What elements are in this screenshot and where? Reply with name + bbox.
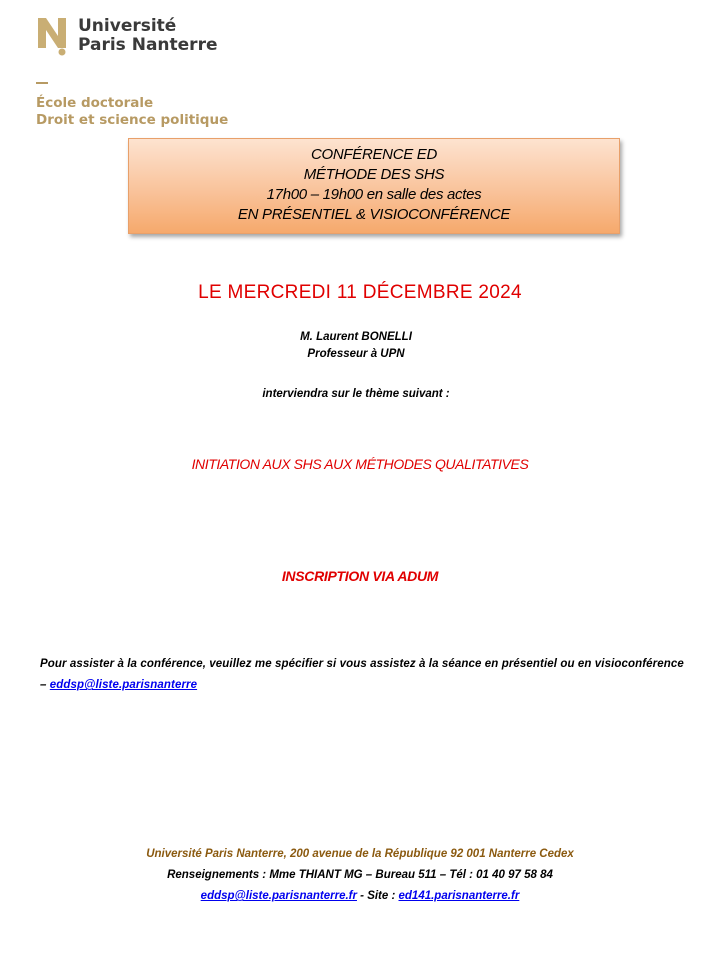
doctoral-school-line2: Droit et science politique	[36, 112, 229, 128]
conference-banner	[128, 138, 620, 234]
banner-title: CONFÉRENCE ED	[310, 146, 438, 163]
university-logo	[36, 16, 256, 126]
registration-notice: INSCRIPTION VIA ADUM	[281, 568, 439, 584]
footer-site-label: - Site :	[356, 890, 399, 902]
university-logo-icon	[36, 16, 70, 56]
banner-schedule: 17h00 – 19h00 en salle des actes	[266, 186, 482, 203]
university-name-line2: Paris Nanterre	[78, 35, 218, 55]
attendance-notice	[40, 654, 688, 696]
conference-theme: INITIATION AUX SHS AUX MÉTHODES QUALITATIVES	[191, 456, 529, 472]
footer-site-link[interactable]: ed141.parisnanterre.fr	[398, 890, 520, 902]
footer-links	[0, 888, 720, 904]
university-name-line1: Université	[78, 16, 177, 36]
speaker-name: M. Laurent BONELLI	[300, 331, 412, 343]
notice-email-link[interactable]: eddsp@liste.parisnanterre	[49, 679, 198, 691]
footer-email-link[interactable]: eddsp@liste.parisnanterre.fr	[200, 890, 357, 902]
banner-subtitle: MÉTHODE DES SHS	[303, 166, 445, 183]
attendance-notice-text: Pour assister à la conférence, veuillez me spécifier si vous assistez à la séance en présentiel ou en visioconférence –	[40, 658, 684, 691]
logo-divider	[36, 82, 48, 84]
footer-address: Université Paris Nanterre, 200 avenue de la République 92 001 Nanterre Cedex	[146, 848, 574, 860]
speaker-title: Professeur à UPN	[307, 348, 405, 360]
footer-contact: Renseignements : Mme THIANT MG – Bureau 511 – Tél : 01 40 97 58 84	[167, 869, 553, 881]
banner-format: EN PRÉSENTIEL & VISIOCONFÉRENCE	[237, 206, 511, 223]
doctoral-school-line1: École doctorale	[36, 95, 154, 111]
theme-intro: interviendra sur le thème suivant :	[262, 388, 450, 400]
event-date: LE MERCREDI 11 DÉCEMBRE 2024	[198, 282, 522, 303]
